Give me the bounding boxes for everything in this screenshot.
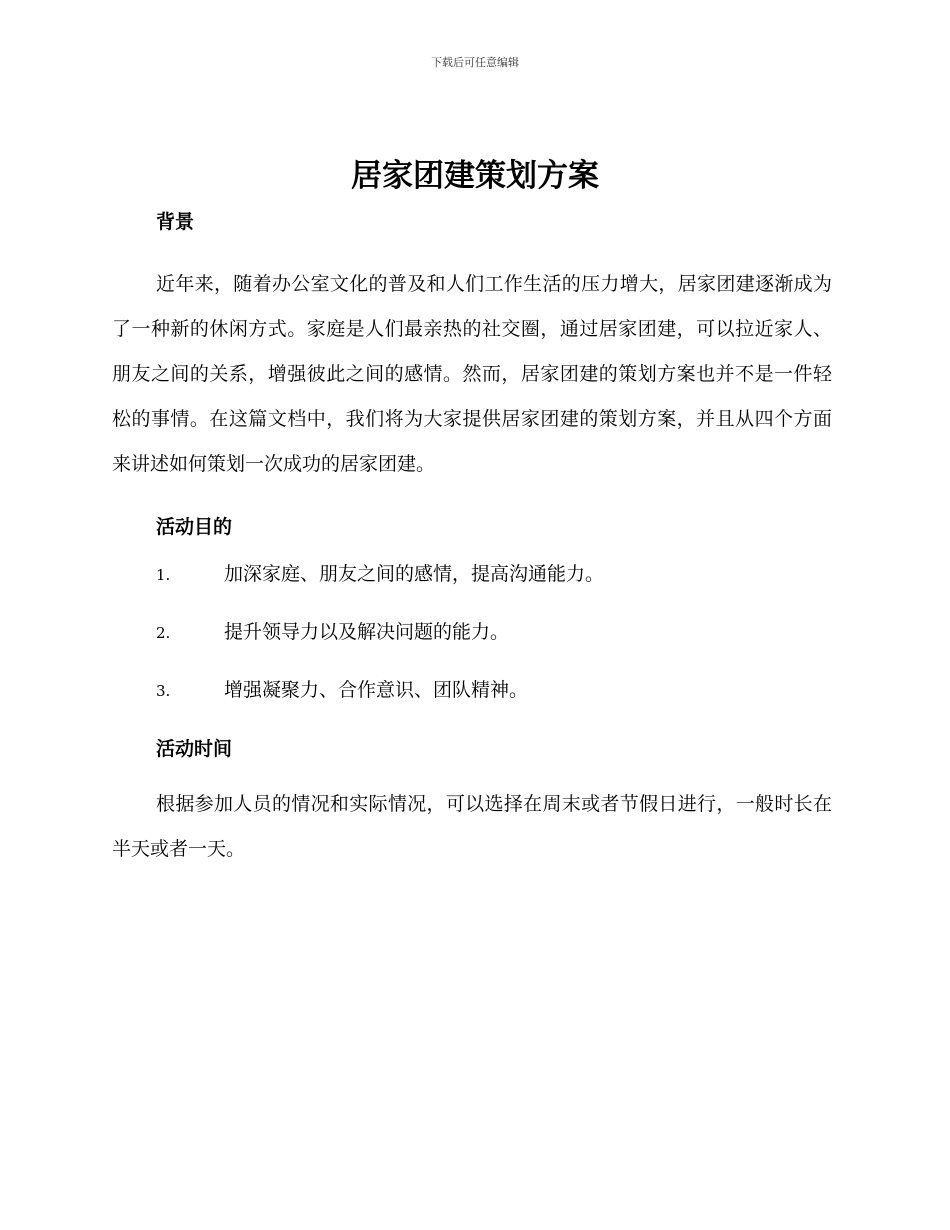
list-item-number: 1.	[156, 566, 171, 584]
list-item-number: 2.	[156, 624, 171, 642]
list-item-text: 增强凝聚力、合作意识、团队精神。	[224, 679, 529, 701]
list-item	[112, 676, 832, 705]
list-item-text: 提升领导力以及解决问题的能力。	[224, 621, 510, 643]
list-item	[112, 618, 832, 647]
background-heading: 背景	[156, 211, 195, 233]
list-item-number: 3.	[156, 682, 171, 700]
time-paragraph: 根据参加人员的情况和实际情况，可以选择在周末或者节假日进行，一般时长在半天或者一天。	[112, 793, 832, 860]
list-item	[112, 560, 832, 589]
time-heading: 活动时间	[156, 738, 233, 760]
document-body	[112, 205, 832, 872]
header-note: 下载后可任意编辑	[431, 56, 519, 69]
list-item-text: 加深家庭、朋友之间的感情，提高沟通能力。	[224, 563, 605, 585]
document-title: 居家团建策划方案	[351, 158, 599, 194]
goals-list	[112, 560, 832, 705]
goals-heading: 活动目的	[156, 516, 233, 538]
background-paragraph: 近年来，随着办公室文化的普及和人们工作生活的压力增大，居家团建逐渐成为了一种新的休闲方式。家庭是人们最亲热的社交圈，通过居家团建，可以拉近家人、朋友之间的关系，增强彼此之间的感情。然而，居家团建的策划方案也并不是一件轻松的事情。在这篇文档中，我们将为大家提供居家团建的策划方案，并且从四个方面来讲述如何策划一次成功的居家团建。	[112, 273, 832, 475]
